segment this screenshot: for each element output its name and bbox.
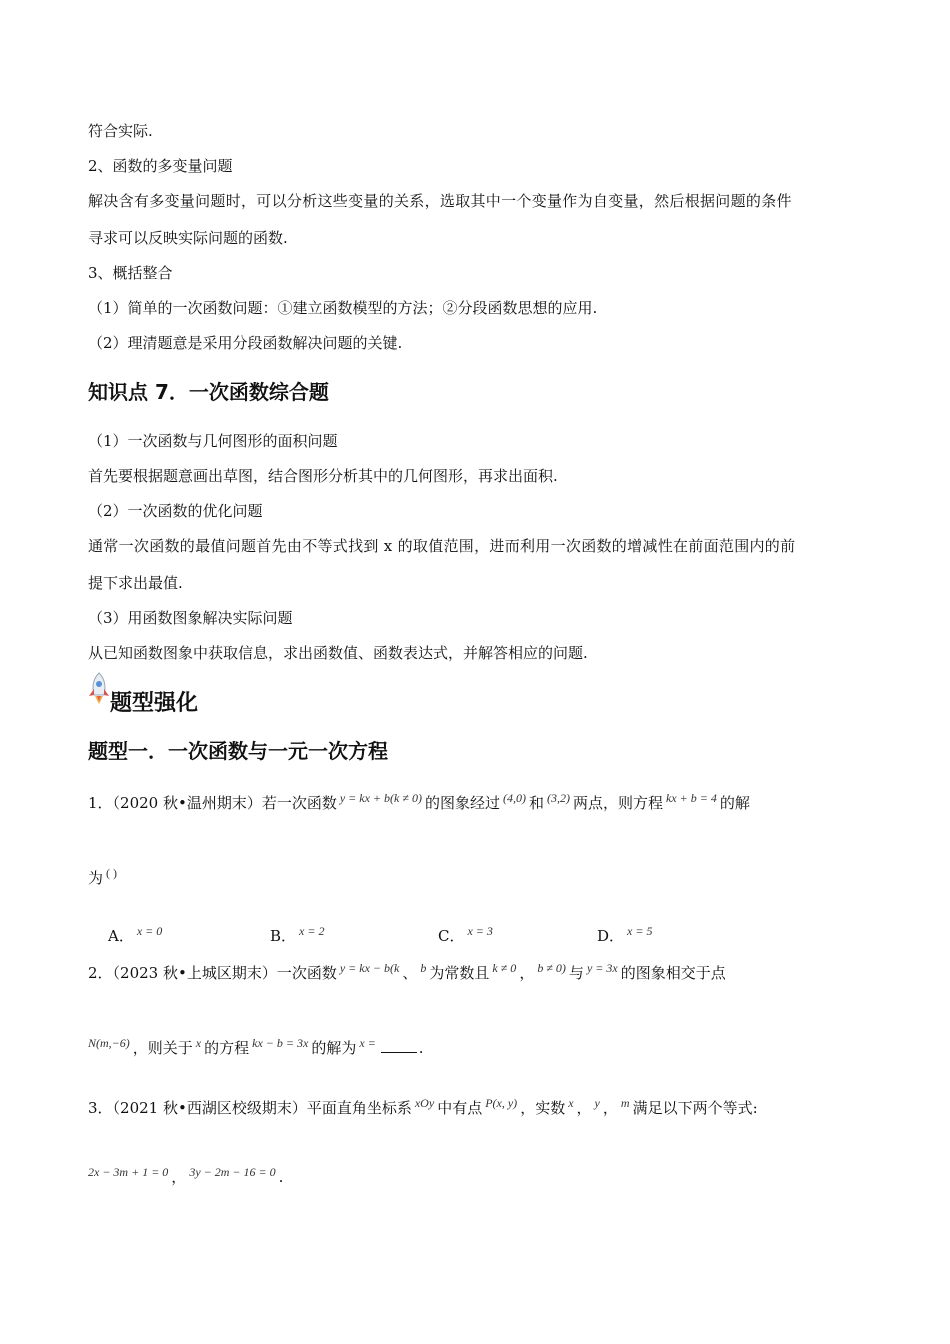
math-expr: y = 3x bbox=[586, 961, 618, 975]
subheading: 3、概括整合 bbox=[88, 264, 173, 282]
question-text: 平面直角坐标系 bbox=[306, 1099, 412, 1117]
choice-value: x = 2 bbox=[299, 924, 325, 938]
math-expr: 2x − 3m + 1 = 0 bbox=[88, 1165, 169, 1179]
text-line: （1）一次函数与几何图形的面积问题 bbox=[88, 432, 338, 450]
question-number: 2． bbox=[88, 964, 113, 982]
choice-label: C． bbox=[438, 927, 465, 945]
question-text: 和 bbox=[528, 794, 544, 812]
choice-label: A． bbox=[108, 927, 134, 945]
question-text: 满足以下两个等式: bbox=[632, 1099, 758, 1117]
math-expr: y = kx − b(k bbox=[339, 961, 400, 975]
math-expr: xOy bbox=[414, 1096, 435, 1110]
question-text: 的图象经过 bbox=[424, 794, 500, 812]
math-expr: b bbox=[420, 961, 427, 975]
question-text: ， bbox=[576, 1099, 592, 1117]
text-line: 提下求出最值. bbox=[88, 574, 183, 592]
choice-label: D． bbox=[597, 927, 625, 945]
section-heading-strengthen: 题型强化 bbox=[110, 691, 199, 716]
choice-d[interactable] bbox=[597, 925, 655, 946]
question-text: 的方程 bbox=[204, 1039, 250, 1057]
choice-value: x = 5 bbox=[627, 924, 653, 938]
text-line: （2）理清题意是采用分段函数解决问题的关键. bbox=[88, 334, 403, 352]
rocket-icon bbox=[86, 671, 112, 705]
question-3 bbox=[88, 1097, 758, 1118]
math-expr: x bbox=[195, 1036, 202, 1050]
text-line: 解决含有多变量问题时，可以分析这些变量的关系，选取其中一个变量作为自变量，然后根据问题的条件 bbox=[88, 192, 792, 210]
math-expr: kx + b = 4 bbox=[665, 791, 717, 805]
question-text: 为 bbox=[88, 869, 104, 887]
math-expr: b ≠ 0) bbox=[537, 961, 566, 975]
question-3-cont bbox=[88, 1166, 283, 1187]
answer-blank[interactable] bbox=[381, 1040, 417, 1053]
question-1-cont bbox=[88, 867, 120, 888]
choice-value: x = 3 bbox=[467, 924, 493, 938]
math-expr: y bbox=[594, 1096, 600, 1110]
question-2 bbox=[88, 962, 726, 983]
question-text: 两点，则方程 bbox=[572, 794, 663, 812]
question-text: . bbox=[278, 1168, 284, 1186]
text-line: （2）一次函数的优化问题 bbox=[88, 502, 263, 520]
math-expr: k ≠ 0 bbox=[492, 961, 517, 975]
math-expr: y = kx + b(k ≠ 0) bbox=[339, 791, 422, 805]
math-expr: N(m,−6) bbox=[88, 1036, 130, 1050]
question-2-cont bbox=[88, 1037, 424, 1058]
question-text: 为常数且 bbox=[429, 964, 490, 982]
subheading: 2、函数的多变量问题 bbox=[88, 157, 233, 175]
math-expr: 3y − 2m − 16 = 0 bbox=[189, 1165, 276, 1179]
text-line: 符合实际. bbox=[88, 122, 153, 140]
question-text: 一次函数 bbox=[276, 964, 337, 982]
math-expr: x bbox=[568, 1096, 574, 1110]
question-1 bbox=[88, 792, 750, 813]
question-source: （2020 秋•温州期末） bbox=[112, 794, 262, 812]
math-expr: (3,2) bbox=[546, 791, 570, 805]
text-line: 通常一次函数的最值问题首先由不等式找到 x 的取值范围，进而利用一次函数的增减性在前面范围内的前 bbox=[88, 537, 796, 555]
question-text: 若一次函数 bbox=[261, 794, 337, 812]
question-number: 3． bbox=[88, 1099, 113, 1117]
question-text: 中有点 bbox=[437, 1099, 483, 1117]
choice-c[interactable] bbox=[438, 925, 496, 946]
question-text: ， bbox=[602, 1099, 618, 1117]
text-line: 首先要根据题意画出草图，结合图形分析其中的几何图形，再求出面积. bbox=[88, 467, 558, 485]
choice-b[interactable] bbox=[270, 925, 327, 946]
choice-a[interactable] bbox=[108, 925, 165, 946]
question-text: 的解 bbox=[719, 794, 750, 812]
text-line: 从已知函数图象中获取信息，求出函数值、函数表达式，并解答相应的问题. bbox=[88, 644, 588, 662]
question-text: ， bbox=[171, 1168, 187, 1186]
text-line: 寻求可以反映实际问题的函数. bbox=[88, 229, 288, 247]
question-text: . bbox=[418, 1039, 424, 1057]
question-text: ，实数 bbox=[520, 1099, 566, 1117]
math-expr: P(x, y) bbox=[485, 1096, 518, 1110]
text-line: （3）用函数图象解决实际问题 bbox=[88, 609, 293, 627]
question-number: 1． bbox=[88, 794, 113, 812]
math-expr: x = bbox=[359, 1036, 376, 1050]
question-text: ， bbox=[519, 964, 535, 982]
choice-label: B． bbox=[270, 927, 297, 945]
question-source: （2023 秋•上城区期末） bbox=[112, 964, 277, 982]
section-heading: 知识点 7．一次函数综合题 bbox=[88, 380, 329, 404]
section-heading-type1: 题型一．一次函数与一元一次方程 bbox=[88, 739, 388, 763]
text-line: （1）简单的一次函数问题：①建立函数模型的方法；②分段函数思想的应用. bbox=[88, 299, 598, 317]
math-expr: kx − b = 3x bbox=[252, 1036, 309, 1050]
answer-paren: ( ) bbox=[106, 866, 118, 880]
question-text: 与 bbox=[568, 964, 584, 982]
question-text: 的解为 bbox=[311, 1039, 357, 1057]
question-source: （2021 秋•西湖区校级期末） bbox=[112, 1099, 307, 1117]
math-expr: (4,0) bbox=[502, 791, 526, 805]
question-text: 、 bbox=[402, 964, 418, 982]
question-text: ，则关于 bbox=[132, 1039, 193, 1057]
question-text: 的图象相交于点 bbox=[620, 964, 726, 982]
choice-value: x = 0 bbox=[136, 924, 163, 938]
math-expr: m bbox=[620, 1096, 630, 1110]
